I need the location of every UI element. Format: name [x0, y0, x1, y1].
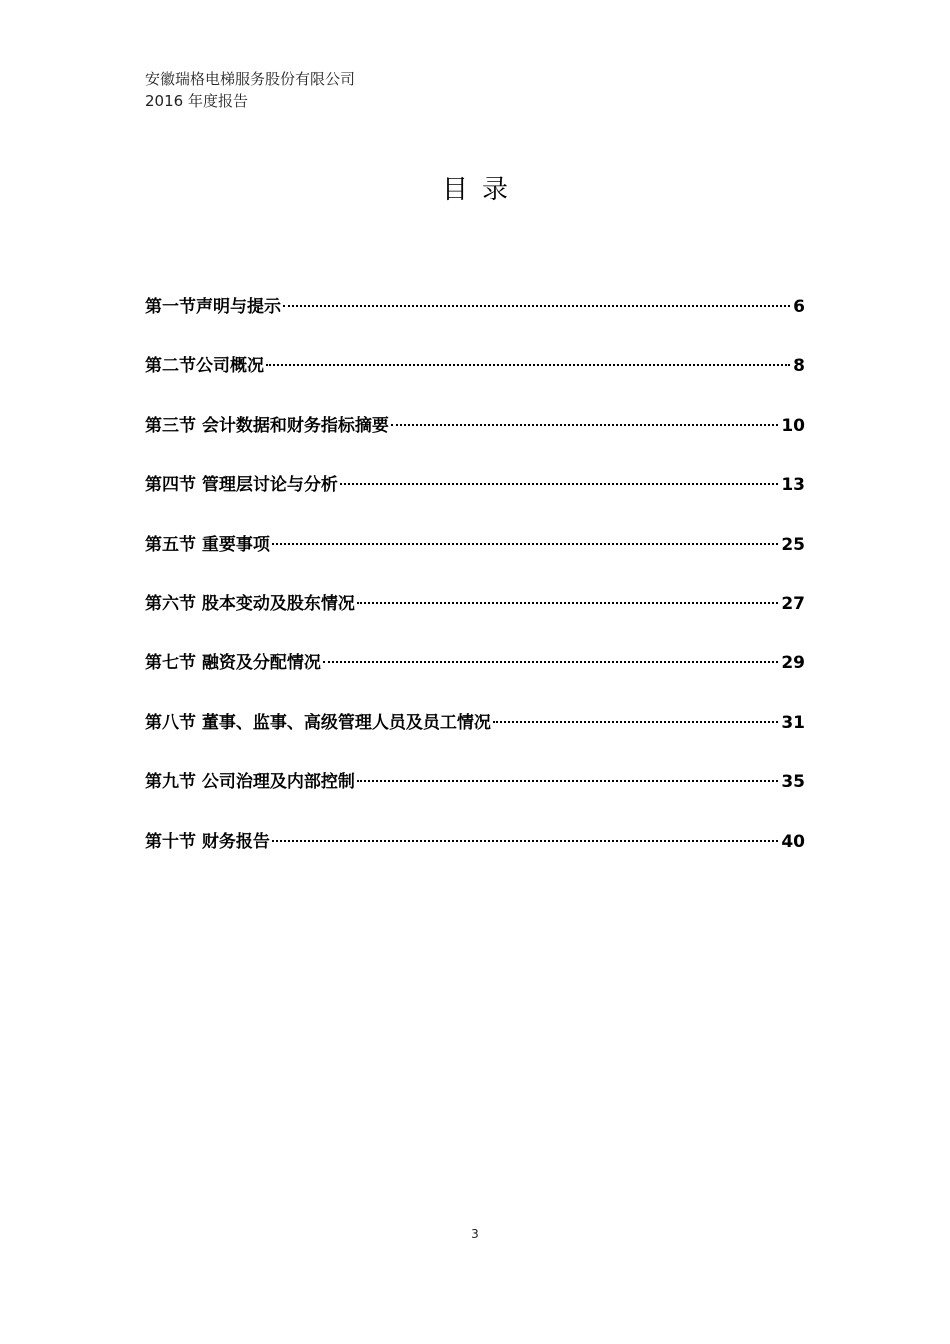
toc-item-page: 29: [781, 653, 805, 674]
toc-title: 目录: [441, 175, 522, 205]
toc-leader-dots: [340, 483, 778, 485]
toc-item[interactable]: [145, 292, 805, 351]
toc-item-label: 第八节 董事、监事、高级管理人员及员工情况: [145, 712, 491, 733]
toc-leader-dots: [323, 661, 778, 663]
toc-leader-dots: [493, 721, 778, 723]
toc-item-label: 第三节 会计数据和财务指标摘要: [145, 415, 389, 436]
toc-leader-dots: [357, 780, 778, 782]
toc-leader-dots: [272, 840, 778, 842]
company-name: 安徽瑞格电梯服务股份有限公司: [145, 70, 356, 88]
toc-leader-dots: [283, 305, 790, 307]
toc-item-label: 第五节 重要事项: [145, 534, 270, 555]
toc-item-page: 8: [793, 356, 805, 377]
toc-leader-dots: [266, 364, 790, 366]
toc-item-page: 25: [781, 534, 805, 555]
report-title: 2016 年度报告: [145, 92, 248, 110]
toc-item[interactable]: [145, 767, 805, 826]
toc-item[interactable]: [145, 351, 805, 410]
toc-item[interactable]: [145, 648, 805, 707]
toc-leader-dots: [391, 424, 778, 426]
toc-leader-dots: [272, 543, 778, 545]
toc-item-page: 27: [781, 593, 805, 614]
toc-item-label: 第二节公司概况: [145, 356, 264, 377]
toc-item[interactable]: [145, 589, 805, 648]
toc-item-label: 第一节声明与提示: [145, 297, 281, 317]
toc-item-label: 第四节 管理层讨论与分析: [145, 475, 338, 496]
toc-item-label: 第十节 财务报告: [145, 831, 270, 852]
toc-item-page: 6: [793, 297, 805, 317]
toc-item-page: 10: [781, 415, 805, 436]
toc-item[interactable]: [145, 827, 805, 886]
toc-item-page: 35: [781, 772, 805, 793]
toc-leader-dots: [357, 602, 778, 604]
toc-item[interactable]: [145, 530, 805, 589]
toc-item[interactable]: [145, 708, 805, 767]
toc-item[interactable]: [145, 411, 805, 470]
toc-item-page: 31: [781, 712, 805, 733]
table-of-contents: [145, 292, 805, 886]
toc-item-page: 40: [781, 831, 805, 852]
toc-item-label: 第六节 股本变动及股东情况: [145, 593, 355, 614]
page-header: [145, 68, 355, 112]
toc-item-label: 第七节 融资及分配情况: [145, 653, 321, 674]
toc-item-label: 第九节 公司治理及内部控制: [145, 772, 355, 793]
toc-item-page: 13: [781, 475, 805, 496]
page-number: 3: [471, 1227, 479, 1241]
toc-item[interactable]: [145, 470, 805, 529]
